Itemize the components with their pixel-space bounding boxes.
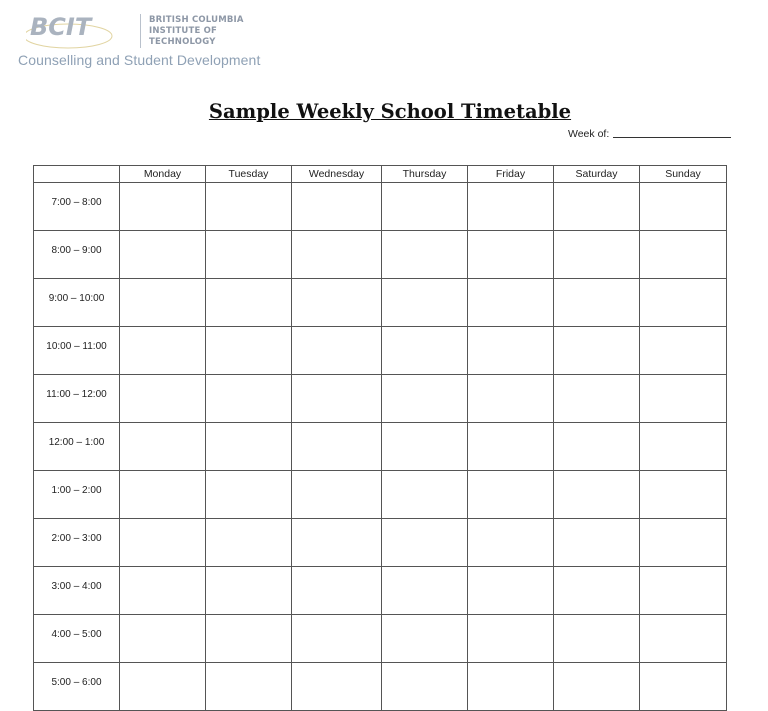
table-row (34, 279, 727, 327)
schedule-cell[interactable] (554, 327, 640, 375)
schedule-cell[interactable] (120, 663, 206, 711)
logo-org-name (149, 15, 278, 48)
day-header-sunday: Sunday (640, 166, 727, 183)
table-row (34, 231, 727, 279)
bcit-logo (18, 8, 278, 52)
time-slot-label: 5:00 – 6:00 (34, 663, 120, 711)
time-slot-label: 8:00 – 9:00 (34, 231, 120, 279)
schedule-cell[interactable] (120, 231, 206, 279)
schedule-cell[interactable] (640, 231, 727, 279)
schedule-cell[interactable] (292, 327, 382, 375)
schedule-cell[interactable] (382, 567, 468, 615)
schedule-cell[interactable] (206, 423, 292, 471)
table-row (34, 471, 727, 519)
table-row (34, 663, 727, 711)
table-row (34, 183, 727, 231)
schedule-cell[interactable] (206, 519, 292, 567)
schedule-cell[interactable] (206, 327, 292, 375)
time-slot-label: 1:00 – 2:00 (34, 471, 120, 519)
table-row (34, 327, 727, 375)
schedule-cell[interactable] (120, 279, 206, 327)
logo-org-line2: INSTITUTE OF TECHNOLOGY (149, 26, 218, 47)
table-row (34, 423, 727, 471)
day-header-friday: Friday (468, 166, 554, 183)
schedule-cell[interactable] (468, 279, 554, 327)
schedule-cell[interactable] (554, 423, 640, 471)
week-of-field[interactable] (568, 128, 731, 140)
schedule-cell[interactable] (206, 471, 292, 519)
schedule-cell[interactable] (554, 615, 640, 663)
time-slot-label: 10:00 – 11:00 (34, 327, 120, 375)
schedule-cell[interactable] (640, 183, 727, 231)
schedule-cell[interactable] (640, 279, 727, 327)
schedule-cell[interactable] (382, 519, 468, 567)
time-slot-label: 12:00 – 1:00 (34, 423, 120, 471)
schedule-cell[interactable] (554, 567, 640, 615)
schedule-cell[interactable] (382, 231, 468, 279)
schedule-cell[interactable] (120, 519, 206, 567)
corner-cell (34, 166, 120, 183)
time-slot-label: 3:00 – 4:00 (34, 567, 120, 615)
time-slot-label: 9:00 – 10:00 (34, 279, 120, 327)
schedule-cell[interactable] (382, 663, 468, 711)
schedule-cell[interactable] (468, 423, 554, 471)
schedule-cell[interactable] (292, 231, 382, 279)
schedule-cell[interactable] (640, 519, 727, 567)
time-slot-label: 7:00 – 8:00 (34, 183, 120, 231)
schedule-cell[interactable] (554, 375, 640, 423)
logo-mark-text: BCIT (30, 13, 92, 41)
schedule-cell[interactable] (292, 567, 382, 615)
schedule-cell[interactable] (292, 375, 382, 423)
schedule-cell[interactable] (292, 519, 382, 567)
department-name: Counselling and Student Development (18, 52, 261, 68)
schedule-cell[interactable] (120, 327, 206, 375)
schedule-cell[interactable] (468, 519, 554, 567)
logo-divider (140, 14, 141, 48)
schedule-cell[interactable] (120, 615, 206, 663)
page-title: Sample Weekly School Timetable (208, 100, 572, 123)
schedule-cell[interactable] (382, 615, 468, 663)
schedule-cell[interactable] (468, 615, 554, 663)
schedule-cell[interactable] (554, 183, 640, 231)
schedule-cell[interactable] (120, 375, 206, 423)
day-header-thursday: Thursday (382, 166, 468, 183)
schedule-cell[interactable] (468, 375, 554, 423)
week-of-label: Week of: (568, 128, 610, 140)
schedule-cell[interactable] (554, 663, 640, 711)
schedule-cell[interactable] (292, 279, 382, 327)
schedule-cell[interactable] (292, 663, 382, 711)
time-slot-label: 4:00 – 5:00 (34, 615, 120, 663)
schedule-cell[interactable] (640, 615, 727, 663)
schedule-cell[interactable] (206, 183, 292, 231)
timetable (33, 165, 727, 711)
schedule-cell[interactable] (292, 423, 382, 471)
time-slot-label: 2:00 – 3:00 (34, 519, 120, 567)
schedule-cell[interactable] (292, 615, 382, 663)
table-row (34, 615, 727, 663)
logo-org-line1: BRITISH COLUMBIA (149, 15, 244, 25)
schedule-cell[interactable] (554, 471, 640, 519)
schedule-cell[interactable] (468, 231, 554, 279)
schedule-cell[interactable] (120, 183, 206, 231)
schedule-cell[interactable] (640, 567, 727, 615)
schedule-cell[interactable] (382, 471, 468, 519)
schedule-cell[interactable] (206, 567, 292, 615)
schedule-cell[interactable] (120, 423, 206, 471)
schedule-cell[interactable] (206, 279, 292, 327)
day-header-saturday: Saturday (554, 166, 640, 183)
table-row (34, 375, 727, 423)
schedule-cell[interactable] (206, 231, 292, 279)
bcit-logo-icon (26, 12, 130, 50)
day-header-monday: Monday (120, 166, 206, 183)
schedule-cell[interactable] (292, 183, 382, 231)
schedule-cell[interactable] (206, 615, 292, 663)
schedule-cell[interactable] (382, 423, 468, 471)
schedule-cell[interactable] (382, 183, 468, 231)
day-header-wednesday: Wednesday (292, 166, 382, 183)
schedule-cell[interactable] (640, 471, 727, 519)
schedule-cell[interactable] (468, 327, 554, 375)
schedule-cell[interactable] (468, 567, 554, 615)
schedule-cell[interactable] (382, 279, 468, 327)
schedule-cell[interactable] (468, 183, 554, 231)
schedule-cell[interactable] (206, 663, 292, 711)
time-slot-label: 11:00 – 12:00 (34, 375, 120, 423)
schedule-cell[interactable] (554, 231, 640, 279)
table-row (34, 519, 727, 567)
table-row (34, 567, 727, 615)
week-of-blank-line[interactable] (613, 137, 731, 138)
schedule-cell[interactable] (554, 519, 640, 567)
schedule-cell[interactable] (640, 663, 727, 711)
schedule-cell[interactable] (206, 375, 292, 423)
schedule-cell[interactable] (292, 471, 382, 519)
schedule-cell[interactable] (382, 327, 468, 375)
schedule-cell[interactable] (640, 423, 727, 471)
schedule-cell[interactable] (640, 375, 727, 423)
schedule-cell[interactable] (120, 567, 206, 615)
timetable-header-row (34, 166, 727, 183)
schedule-cell[interactable] (120, 471, 206, 519)
schedule-cell[interactable] (640, 327, 727, 375)
schedule-cell[interactable] (468, 663, 554, 711)
day-header-tuesday: Tuesday (206, 166, 292, 183)
schedule-cell[interactable] (468, 471, 554, 519)
schedule-cell[interactable] (382, 375, 468, 423)
schedule-cell[interactable] (554, 279, 640, 327)
